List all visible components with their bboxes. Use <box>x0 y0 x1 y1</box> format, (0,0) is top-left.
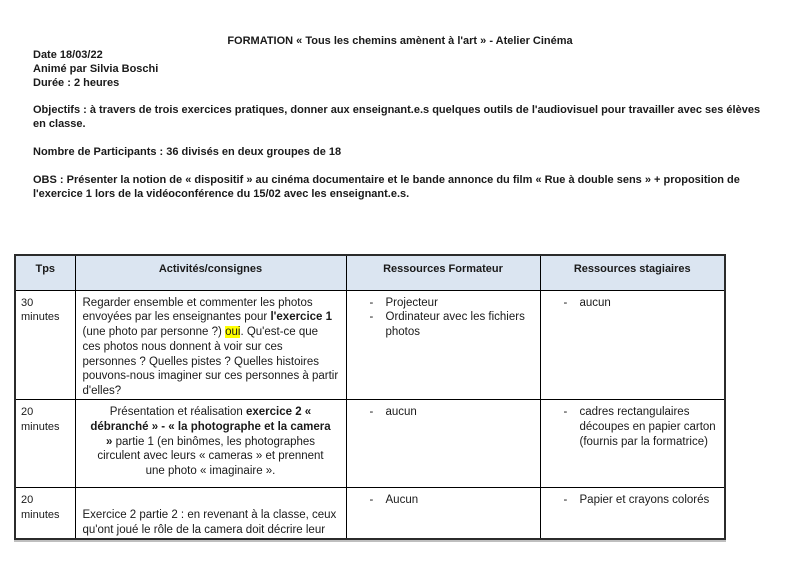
page-title: FORMATION « Tous les chemins amènent à l'art » - Atelier Cinéma <box>227 35 573 47</box>
tps-cell: 20 minutes <box>15 488 75 539</box>
participants-paragraph: Nombre de Participants : 36 divisés en deux groupes de 18 <box>33 146 342 158</box>
meta-date: Date 18/03/22 <box>33 49 103 61</box>
objectives-paragraph: Objectifs : à travers de trois exercices pratiques, donner aux enseignant.e.s quelques outils de l'audiovisuel pour travailler avec ses élèves en classe. <box>33 104 761 130</box>
formateur-cell: - Aucun <box>346 488 540 539</box>
meta-block <box>33 48 768 90</box>
header-row <box>15 255 725 290</box>
formateur-cell: - aucun <box>346 400 540 488</box>
tps-cell: 20 minutes <box>15 400 75 488</box>
col-header-ressources-stagiaires: Ressources stagiaires <box>540 255 725 290</box>
schedule-table <box>14 254 726 540</box>
meta-duration: Durée : 2 heures <box>33 77 120 89</box>
table-row <box>15 290 725 400</box>
table-row <box>15 488 725 539</box>
meta-animator: Animé par Silvia Boschi <box>33 63 159 75</box>
stagiaires-cell: - aucun <box>540 290 725 400</box>
col-header-tps: Tps <box>15 255 75 290</box>
stagiaires-cell: - Papier et crayons colorés <box>540 488 725 539</box>
activity-cell: Exercice 2 partie 2 : en revenant à la classe, ceux qu'ont joué le rôle de la camera doit décrire leur <box>75 488 346 539</box>
table-row <box>15 400 725 488</box>
stagiaires-cell: - cadres rectangulaires découpes en papier carton (fournis par la formatrice) <box>540 400 725 488</box>
formateur-cell: - Projecteur - Ordinateur avec les fichiers photos <box>346 290 540 400</box>
tps-cell: 30 minutes <box>15 290 75 400</box>
activity-cell: Regarder ensemble et commenter les photos envoyées par les enseignantes pour l'exercice 1 (une photo par personne ?) oui. Qu'est-ce que ces photos nous donnent à voir sur ces personnes ? Quelles pistes ? Quelles histoires pouvons-nous imaginer sur ces personnes à partir d'elles? <box>75 290 346 400</box>
obs-paragraph: OBS : Présenter la notion de « dispositif » au cinéma documentaire et le bande annonce du film « Rue à double sens » + proposition de l'exercice 1 lors de la vidéoconférence du 15/02 avec les enseignant.e.s. <box>33 174 740 200</box>
activity-cell: Présentation et réalisation exercice 2 « débranché » - « la photographe et la camera » partie 1 (en binômes, les photographes circulent avec leurs « cameras » et prennent une photo « imaginaire ». <box>75 400 346 488</box>
col-header-activites: Activités/consignes <box>75 255 346 290</box>
col-header-ressources-formateur: Ressources Formateur <box>346 255 540 290</box>
